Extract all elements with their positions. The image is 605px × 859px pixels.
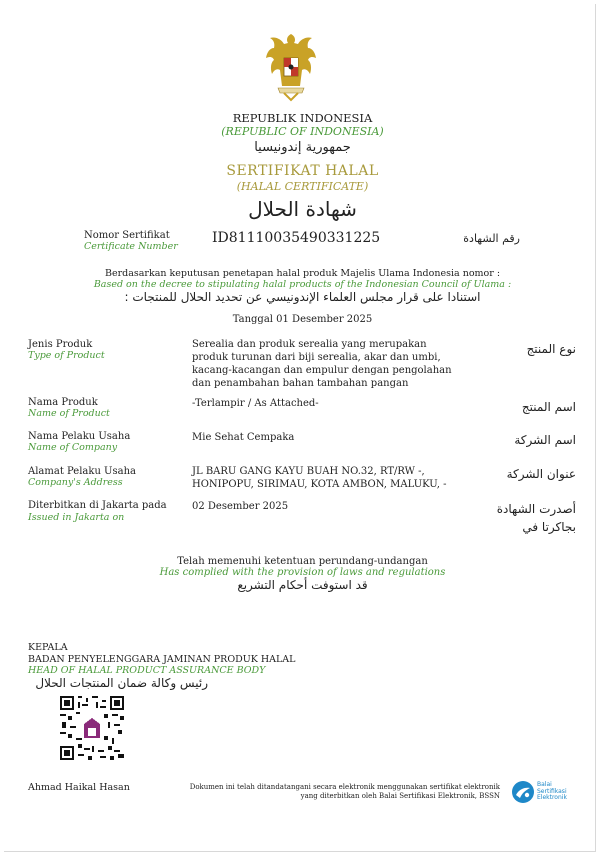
field-label: Diterbitkan di Jakarta pada [28,500,167,511]
field-label-en: Name of Company [28,442,118,453]
signatory-title-1: KEPALA [28,642,68,653]
signatory-name: Ahmad Haikal Hasan [28,782,130,793]
decree-date: Tanggal 01 Desember 2025 [232,314,373,325]
bsre-logo-text [537,782,567,802]
signatory-title-en: HEAD OF HALAL PRODUCT ASSURANCE BODY [28,665,266,676]
field-label-en: Company's Address [28,477,123,488]
garuda-emblem-icon [262,30,320,106]
certificate-number-label-en: Certificate Number [84,241,178,252]
field-label-ar: عنوان الشركة [506,467,576,481]
field-label-ar: اسم المنتج [521,400,576,414]
field-label-ar: نوع المنتج [526,342,576,356]
country-name: REPUBLIK INDONESIA [232,111,373,125]
footer-note-line-1: Dokumen ini telah ditandatangani secara elektronik menggunakan sertifikat elektronik [189,783,500,791]
field-value: JL BARU GANG KAYU BUAH NO.32, RT/RW -, HONIPOPU, SIRIMAU, KOTA AMBON, MALUKU, - [192,466,447,490]
country-name-ar: جمهورية إندونيسيا [254,140,351,155]
certificate-title-en: (HALAL CERTIFICATE) [236,180,369,193]
field-label-en: Type of Product [28,350,105,361]
decree-text-en: Based on the decree to stipulating halal products of the Indonesian Council of Ulama : [93,279,512,290]
country-name-en: (REPUBLIC OF INDONESIA) [221,125,384,138]
bsre-text-line-3: Elektronik [537,794,567,801]
field-label: Jenis Produk [28,339,93,350]
signatory-title-2: BADAN PENYELENGGARA JAMINAN PRODUK HALAL [28,654,296,665]
field-label: Alamat Pelaku Usaha [28,466,136,477]
field-label: Nama Produk [28,397,98,408]
field-value: Mie Sehat Cempaka [192,432,295,443]
bsre-logo-icon [511,780,535,804]
certificate-title-ar: شهادة الحلال [248,197,357,221]
field-value: 02 Desember 2025 [192,501,289,512]
field-label: Nama Pelaku Usaha [28,431,131,442]
certificate-number: ID81110035490331225 [212,230,381,246]
field-label-ar: أصدرت الشهادة بجاكرتا في [496,502,576,534]
bsre-text-line-1: Balai [537,781,552,788]
footer-note-line-2: yang diterbitkan oleh Balai Sertifikasi Elektronik, BSSN [300,792,500,800]
certificate-title: SERTIFIKAT HALAL [226,163,379,179]
field-label-en: Name of Product [28,408,110,419]
field-value: -Terlampir / As Attached- [192,398,319,409]
field-label-ar: اسم الشركة [514,433,576,447]
qr-code-icon[interactable] [60,696,124,760]
decree-text: Berdasarkan keputusan penetapan halal produk Majelis Ulama Indonesia nomor : [104,268,501,279]
compliance-text: Telah memenuhi ketentuan perundang-undangan [177,556,428,567]
field-label-en: Issued in Jakarta on [28,512,125,523]
field-value: Serealia dan produk serealia yang merupakan produk turunan dari biji serealia, akar dan umbi, kacang-kacangan dan empulur dengan pengolahan dan penambahan bahan tambahan pangan [192,339,452,389]
signatory-title-ar: رئيس وكالة ضمان المنتجات الحلال [35,676,208,690]
bsre-text-line-2: Sertifikasi [537,787,567,795]
decree-text-ar: استنادا على قرار مجلس العلماء الإندونيسي عن تحديد الحلال للمنتجات : [124,290,481,304]
compliance-text-ar: قد استوفت أحكام التشريع [237,578,368,592]
certificate-number-label: Nomor Sertifikat [84,230,170,241]
compliance-text-en: Has complied with the provision of laws and regulations [159,567,446,578]
certificate-number-label-ar: رقم الشهادة [463,232,520,245]
